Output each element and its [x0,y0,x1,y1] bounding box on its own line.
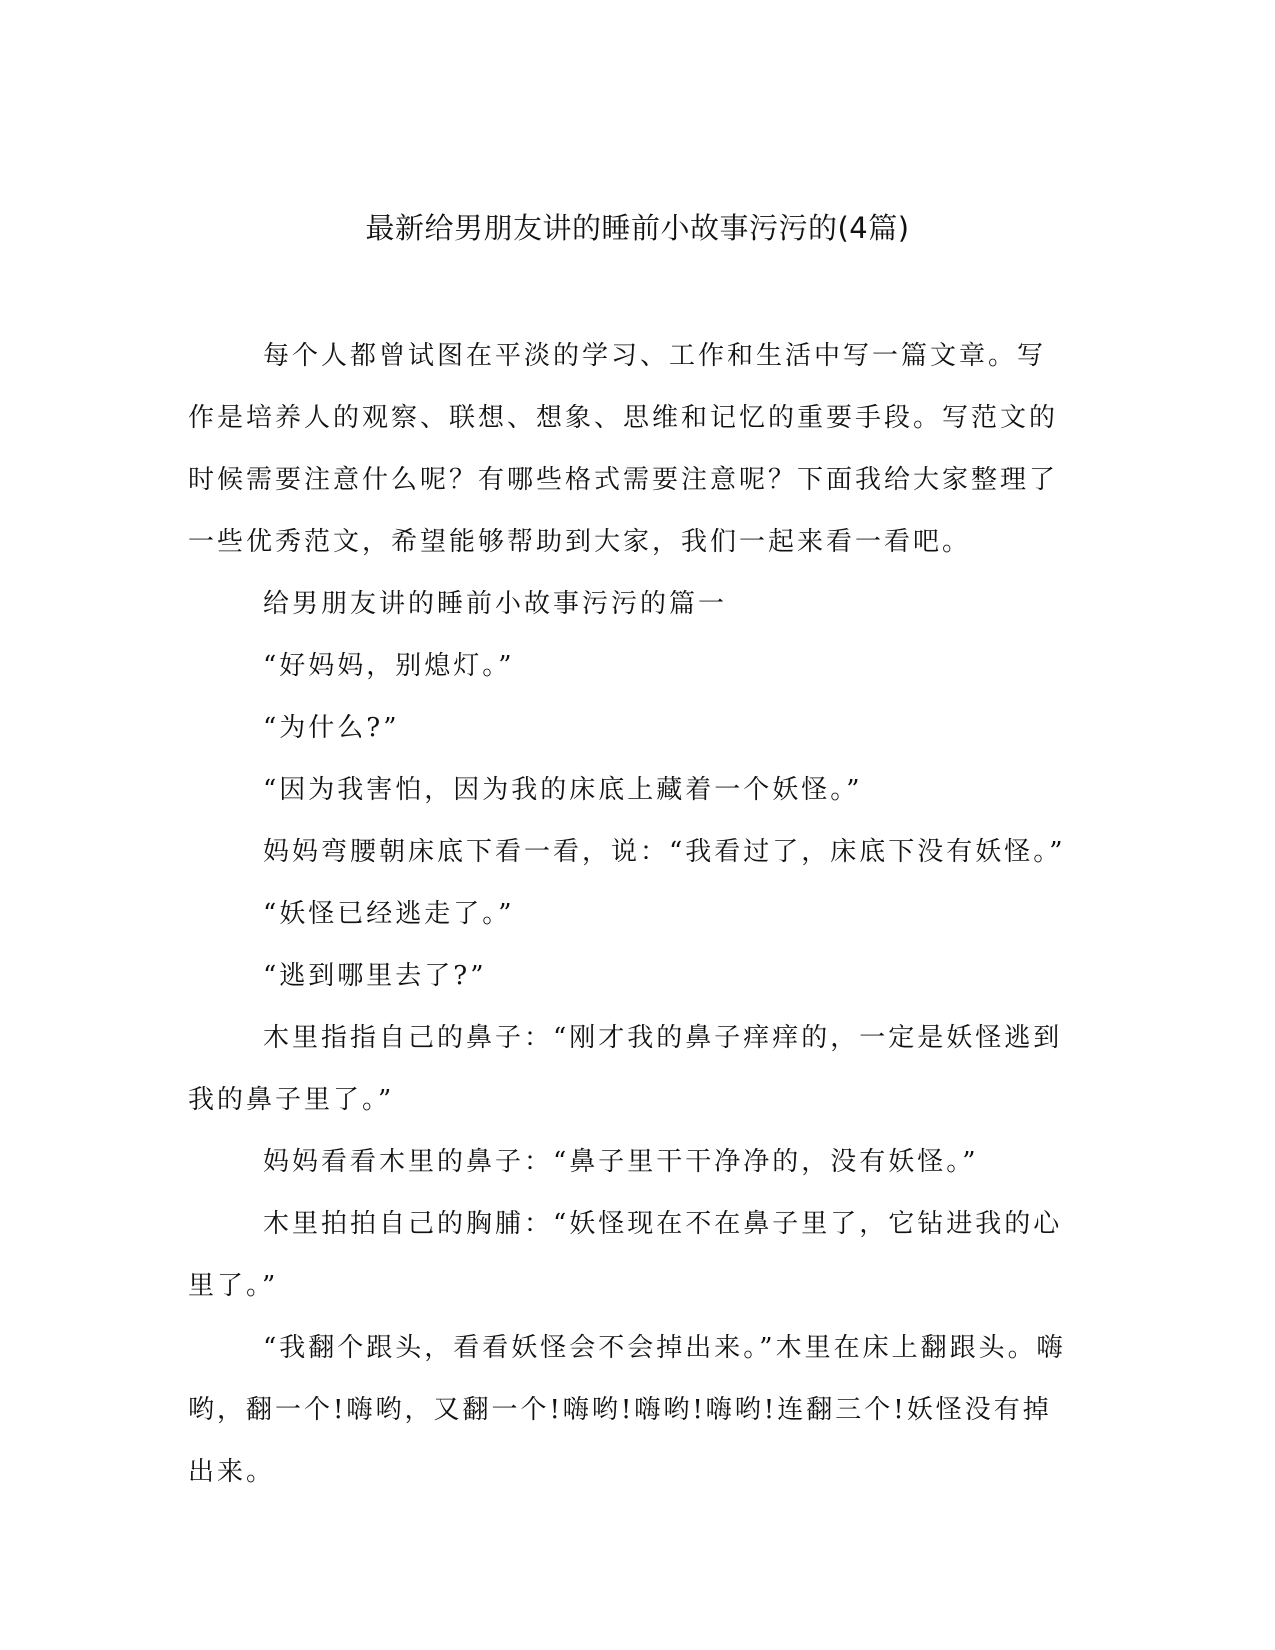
story-paragraph: “逃到哪里去了?” [263,961,487,991]
story-paragraph: 妈妈看看木里的鼻子：“鼻子里干干净净的，没有妖怪。” [263,1147,979,1177]
story-paragraph: 妈妈弯腰朝床底下看一看，说：“我看过了，床底下没有妖怪。” [263,837,1066,867]
section-heading: 给男朋友讲的睡前小故事污污的篇一 [263,589,728,619]
story-paragraph: “我翻个跟头，看看妖怪会不会掉出来。”木里在床上翻跟头。嗨哟，翻一个!嗨哟，又翻一个!嗨哟!嗨哟!嗨哟!连翻三个!妖怪没有掉出来。 [188,1333,1066,1487]
story-paragraph: “妖怪已经逃走了。” [263,899,515,929]
story-paragraph: “为什么?” [263,713,400,743]
story-paragraph: “因为我害怕，因为我的床底上藏着一个妖怪。” [263,775,863,805]
document-title: 最新给男朋友讲的睡前小故事污污的(4篇) [365,211,910,245]
document-body [188,325,1068,1503]
story-paragraph: “好妈妈，别熄灯。” [263,651,515,681]
story-paragraph: 木里拍拍自己的胸脯：“妖怪现在不在鼻子里了，它钻进我的心里了。” [188,1209,1063,1301]
intro-paragraph: 每个人都曾试图在平淡的学习、工作和生活中写一篇文章。写作是培养人的观察、联想、想象、思维和记忆的重要手段。写范文的时候需要注意什么呢？有哪些格式需要注意呢？下面我给大家整理了一些优秀范文，希望能够帮助到大家，我们一起来看一看吧。 [188,341,1059,557]
story-paragraph: 木里指指自己的鼻子：“刚才我的鼻子痒痒的，一定是妖怪逃到我的鼻子里了。” [188,1023,1063,1115]
